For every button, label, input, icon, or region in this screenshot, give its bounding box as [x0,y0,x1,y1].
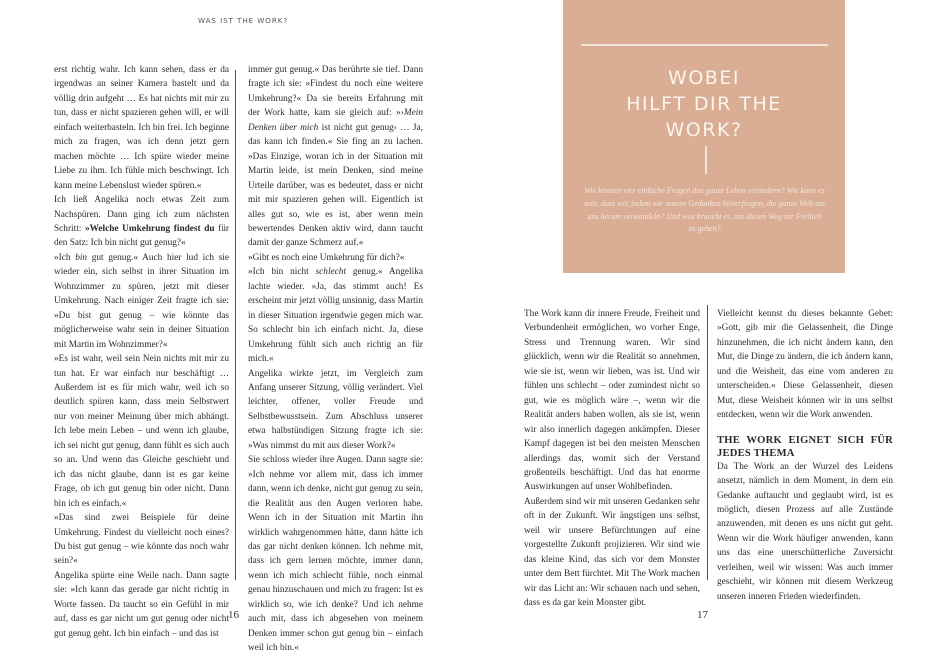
chapter-title [563,65,845,143]
right-page-column-2 [717,307,893,604]
page-number-right: 17 [697,609,708,621]
running-head: WAS IST THE WORK? [198,16,289,25]
box-vertical-rule [705,146,707,174]
paragraph: The Work kann dir innere Freude, Freiheit und Verbundenheit ermöglichen, wo vorher Enge, Stress und Trennung waren. Wir sind glücklich, wenn wir die Realität so annehmen, wie sie ist, wenn wir lieben, was ist. Und wir fühlen uns schlecht – oder zumindest nicht so gut, wie es möglich wäre –, wenn wir die Realität anders haben wollen, als sie ist, wenn wir also innerlich dagegen ankämpfen. Dieser Kampf dagegen ist bei den meisten Menschen allerdings das, womit sich der Verstand großenteils beschäftigt. Und das hat enorme Auswirkungen auf unser Wohlbefinden. [524,309,700,493]
paragraph [248,63,423,251]
text: »Ich bin nicht [248,267,316,278]
italic-emphasis: schlecht [315,267,347,278]
text: für den Satz: Ich bin nicht gut genug?« [54,223,229,249]
italic-emphasis: bin [75,252,88,263]
column-divider-left [235,70,236,580]
chapter-title-line-3: WORK? [665,119,743,141]
paragraph: »Das sind zwei Beispiele für deine Umkehrung. Findest du vielleicht noch eines? Du bist gut genug – wie könnte das noch wahr sein?« [54,513,229,567]
paragraph: »Gibt es noch eine Umkehrung für dich?« [248,252,405,263]
paragraph [54,251,229,352]
chapter-title-box [563,0,845,273]
left-page-column-1 [54,63,229,641]
text: »Ich [54,252,76,263]
bold-question: »Welche Umkehrung findest du [84,223,215,234]
paragraph [54,193,229,251]
text: genug.« Angelika lachte wieder. »Ja, das stimmt auch! Es erscheint mir jetzt völlig unsinnig, dass Martin in dieser Situation irgendwie gegen mich war. So schlecht bin ich einfach nicht. Ja, diese Umkehrung fühlt sich auch richtig an für mich.« [248,267,423,365]
text: ist nicht gut genug‹ … Ja, das kann ich finden.« Sie fing an zu lachen. »Das Einzige, woran ich in der Situation mit Martin leide, ist mein Denken, sind meine Urteile darüber, was es bedeutet, dass er nicht mit mir spazieren gehen will. Eigentlich ist alles gut so, wie es ist, aber wenn mein bewertendes Denken aktiv wird, dann taucht damit der ganze Schmerz auf.« [248,122,423,249]
section-heading: THE WORK EIGNET SICH FÜR JEDES THEMA [717,434,893,459]
chapter-title-line-2: HILFT DIR THE [626,93,782,115]
chapter-intro: Wie können vier einfache Fragen das ganze Leben verändern? Wie kann es sein, dass wir, indem wir unsere Gedanken hinterfragen, die ganze Welt um uns herum verwandeln? Und was braucht es, um diesen Weg zur Freiheit zu gehen? [584,186,825,234]
paragraph: Angelika spürte eine Weile nach. Dann sagte sie: »Ich kann das gerade gar nicht richtig in Worte fassen. Da taucht so ein Gefühl in mir auf, dass es gar nicht um gut genug oder nicht gut genug geht. Ich bin einfach – und das ist [54,570,229,639]
paragraph: »Es ist wahr, weil sein Nein nichts mit mir zu tun hat. Er war einfach nur beschäftigt … Außerdem ist es für mich wahr, weil ich so deutlich spüren kann, dass mein Selbstwert nur von meiner Meinung über mich abhängt. Ich lebe mein Leben – und wenn ich glaube, ich sei nicht gut genug, dann fühlt es sich auch so an. Und wenn das Gleiche geschieht und ich das nicht glaube, dann ist es gar keine Frage, ob ich gut genug bin oder nicht. Dann bin ich es einfach.« [54,354,229,509]
chapter-title-line-1: WOBEI [668,67,740,89]
text: Ich ließ Angelika noch etwas Zeit zum Nachspüren. Dann ging ich zum nächsten Schritt: [54,195,229,234]
text: gut genug.« Auch hier lud ich sie wieder ein, sich selbst in ihrer Situation im Wohnzimmer zu spüren, jetzt mit dieser Umkehrung. Nach einiger Zeit fragte ich sie: »Du bist gut genug – wie könnte das möglicherweise wahr sein in deiner Situation mit Martin im Wohnzimmer?« [54,252,229,350]
column-divider-right [707,305,708,580]
italic-emphasis: Mein Denken über mich [248,108,423,133]
paragraph: Angelika wirkte jetzt, im Vergleich zum Anfang unserer Sitzung, völlig verändert. Viel leichter, offener, voller Freude und Selbstbewusstsein. Zum Abschluss unserer etwa halbstündigen Sitzung fragte ich sie: »Was nimmst du mit aus dieser Work?« [248,368,423,451]
paragraph: Vielleicht kennst du dieses bekannte Gebet: »Gott, gib mir die Gelassenheit, die Dinge hinzunehmen, die ich nicht ändern kann, den Mut, die Dinge zu ändern, die ich ändern kann, und die Weisheit, das eine vom anderen zu unterscheiden.« Diese Gelassenheit, diesen Mut, diese Weisheit können wir in uns selbst entdecken, wenn wir die Work anwenden. [717,309,893,421]
paragraph: Außerdem sind wir mit unseren Gedanken sehr oft in der Zukunft. Wir ängstigen uns selbst, weil wir unsere Befürchtungen auf eine vorgestellte Zukunft projizieren. Wir sind wie das kleine Kind, das sich vor dem Monster unter dem Bett fürchtet. Mit The Work machen wir das Licht an: Wir schauen nach und sehen, dass es da gar kein Monster gibt. [524,496,700,609]
box-horizontal-rule [581,44,828,46]
paragraph [248,265,423,366]
right-page-column-1 [524,307,700,611]
paragraph: Sie schloss wieder ihre Augen. Dann sagte sie: »Ich nehme vor allem mit, dass ich immer dann, wenn ich denke, nicht gut genug zu sein, die Realität aus den Augen verloren habe. Wenn ich in der Situation mit Martin ihn wirklich wahrgenommen hätte, dann hätte ich das gar nicht denken können. Ich nehme mit, dass ich gern lernen möchte, immer dann, wenn ich mich schlecht fühle, noch einmal genau hinzuschauen und mich zu fragen: Ist es wirklich so, wie ich denke? Und ich nehme auch mit, dass ich abgesehen von meinem Denken immer schon gut genug bin – einfach weil ich bin.« [248,455,423,654]
text: immer gut genug.« Das berührte sie tief. Dann fragte ich sie: »Findest du noch eine weitere Umkehrung?« Da sie bereits Erfahrung mit der Work hatte, kam sie gleich auf: »› [248,65,423,119]
paragraph: Da The Work an der Wurzel des Leidens ansetzt, nämlich in dem Moment, in dem ein Gedanke auftaucht und geglaubt wird, ist es möglich, diesen Prozess auf alle Zustände anzuwenden, mit denen es uns nicht gut geht. Wenn wir die Work häufiger anwenden, kann uns das eine unerschütterliche Zuversicht verleihen, weil wir wissen: Was auch immer geschieht, wir können mit diesem Werkzeug unseren inneren Frieden wiederfinden. [717,461,893,602]
left-page-column-2 [248,63,423,656]
page-number-left: 16 [228,609,239,621]
paragraph: erst richtig wahr. Ich kann sehen, dass er da irgendwas an seiner Kamera bastelt und da völlig drin aufgeht … Es hat nichts mit mir zu tun, dass er nicht spazieren gehen will, er will einfach weiterbasteln. Ich bin frei. Ich beginne mich zu fragen, was ich denn jetzt gern machen möchte … Ich spüre wieder meine Liebe zu ihm. Ich fühle mich beschwingt. Ich kann meine Lebenslust wieder spüren.« [54,65,229,191]
